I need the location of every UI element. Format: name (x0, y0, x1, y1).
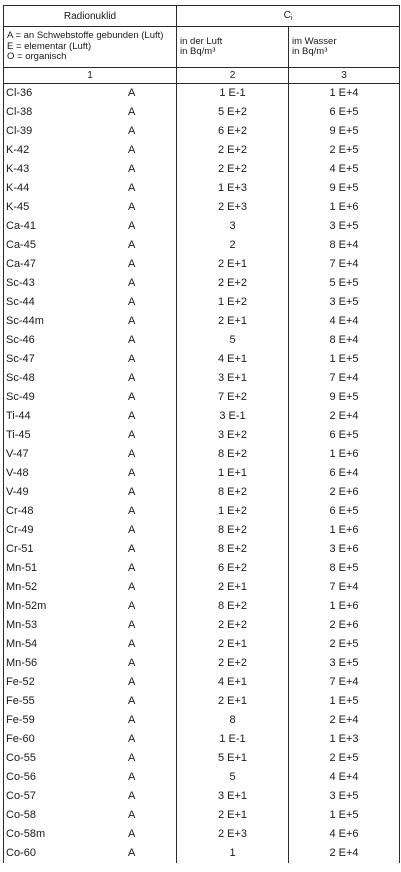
water-value: 2 E+4 (289, 844, 400, 863)
nuclide-type: A (128, 220, 136, 232)
nuclide-cell (4, 844, 177, 863)
nuclide-name: Co-56 (6, 771, 36, 783)
air-value: 8 (177, 711, 289, 730)
nuclide-name: V-49 (6, 486, 29, 498)
column-number-row (4, 68, 400, 84)
nuclide-type: A (128, 733, 136, 745)
water-value: 3 E+5 (289, 293, 400, 312)
nuclide-type: A (128, 106, 136, 118)
table-row (4, 692, 400, 711)
nuclide-cell (4, 141, 177, 160)
nuclide-cell (4, 616, 177, 635)
nuclide-type: A (128, 353, 136, 365)
water-value: 1 E+6 (289, 445, 400, 464)
nuclide-name: Mn-53 (6, 619, 38, 631)
nuclide-cell (4, 445, 177, 464)
water-value: 4 E+4 (289, 312, 400, 331)
nuclide-cell (4, 730, 177, 749)
nuclide-type: A (128, 239, 136, 251)
nuclide-name: Co-58m (6, 828, 46, 840)
nuclide-type: A (128, 790, 136, 802)
nuclide-name: Ca-47 (6, 258, 36, 270)
table-row (4, 502, 400, 521)
nuclide-name: Mn-56 (6, 657, 38, 669)
nuclide-name: Fe-55 (6, 695, 35, 707)
water-value: 7 E+4 (289, 673, 400, 692)
table-row (4, 255, 400, 274)
nuclide-name: K-43 (6, 163, 30, 175)
water-value: 5 E+5 (289, 274, 400, 293)
table-row (4, 274, 400, 293)
nuclide-type: A (128, 163, 136, 175)
water-value: 7 E+4 (289, 369, 400, 388)
air-value: 1 (177, 844, 289, 863)
water-value: 3 E+5 (289, 787, 400, 806)
air-value: 2 E+3 (177, 198, 289, 217)
header-title-row (4, 6, 400, 27)
air-value: 3 E-1 (177, 407, 289, 426)
water-value: 1 E+5 (289, 806, 400, 825)
air-value: 2 E+2 (177, 616, 289, 635)
nuclide-name: Co-58 (6, 809, 36, 821)
water-header (289, 27, 400, 68)
air-value: 2 E+2 (177, 274, 289, 293)
legend-a: A = an Schwebstoffe gebunden (Luft) (7, 30, 164, 42)
water-value: 3 E+5 (289, 654, 400, 673)
nuclide-cell (4, 521, 177, 540)
nuclide-cell (4, 825, 177, 844)
water-value: 6 E+5 (289, 426, 400, 445)
nuclide-name: Co-55 (6, 752, 36, 764)
nuclide-type: A (128, 467, 136, 479)
air-value: 1 E+1 (177, 464, 289, 483)
nuclide-name: V-48 (6, 467, 29, 479)
column-number-3: 3 (289, 68, 400, 84)
water-value: 2 E+6 (289, 483, 400, 502)
table-row (4, 160, 400, 179)
nuclide-name: Cl-36 (6, 87, 33, 100)
legend-o: O = organisch (7, 51, 67, 63)
air-value: 2 E+2 (177, 654, 289, 673)
water-value: 9 E+5 (289, 179, 400, 198)
nuclide-name: Cr-49 (6, 524, 34, 536)
table-row (4, 768, 400, 787)
table-row (4, 464, 400, 483)
nuclide-cell (4, 160, 177, 179)
table-row (4, 388, 400, 407)
table-row (4, 122, 400, 141)
air-value: 2 E+1 (177, 806, 289, 825)
nuclide-type: A (128, 524, 136, 536)
table-row (4, 217, 400, 236)
nuclide-type: A (128, 334, 136, 346)
air-value: 3 E+1 (177, 787, 289, 806)
table-row (4, 331, 400, 350)
nuclide-type: A (128, 600, 136, 612)
air-value: 5 (177, 768, 289, 787)
nuclide-type: A (128, 505, 136, 517)
nuclide-type: A (128, 752, 136, 764)
radionuklid-header: Radionuklid (4, 6, 177, 27)
nuclide-name: Sc-46 (6, 334, 35, 346)
nuclide-cell (4, 255, 177, 274)
nuclide-name: Fe-60 (6, 733, 35, 745)
table-row (4, 236, 400, 255)
air-value: 6 E+2 (177, 122, 289, 141)
nuclide-type: A (128, 771, 136, 783)
nuclide-cell (4, 768, 177, 787)
nuclide-name: K-44 (6, 182, 30, 194)
nuclide-type: A (128, 315, 136, 327)
table-row (4, 369, 400, 388)
nuclide-name: Mn-54 (6, 638, 38, 650)
nuclide-type: A (128, 619, 136, 631)
column-number-1: 1 (4, 68, 177, 84)
table-row (4, 711, 400, 730)
air-value: 8 E+2 (177, 521, 289, 540)
nuclide-type: A (128, 125, 136, 137)
air-header-line2: in Bq/m³ (180, 46, 216, 57)
water-value: 1 E+4 (289, 84, 400, 103)
water-value: 1 E+5 (289, 350, 400, 369)
nuclide-type: A (128, 429, 136, 441)
water-value: 1 E+5 (289, 692, 400, 711)
nuclide-name: Fe-59 (6, 714, 35, 726)
nuclide-type: A (128, 847, 136, 859)
nuclide-cell (4, 540, 177, 559)
nuclide-cell (4, 312, 177, 331)
water-header-line2: in Bq/m³ (292, 46, 328, 57)
nuclide-type: A (128, 828, 136, 840)
air-value: 8 E+2 (177, 540, 289, 559)
air-value: 1 E-1 (177, 84, 289, 103)
water-value: 1 E+3 (289, 730, 400, 749)
nuclide-cell (4, 122, 177, 141)
air-value: 2 E+1 (177, 578, 289, 597)
water-value: 1 E+6 (289, 521, 400, 540)
air-header (177, 27, 289, 68)
nuclide-cell (4, 654, 177, 673)
nuclide-name: Sc-43 (6, 277, 35, 289)
nuclide-type: A (128, 372, 136, 384)
air-value: 2 E+3 (177, 825, 289, 844)
nuclide-name: Ca-41 (6, 220, 36, 232)
nuclide-type: A (128, 296, 136, 308)
nuclide-cell (4, 350, 177, 369)
air-value: 5 E+2 (177, 103, 289, 122)
nuclide-cell (4, 84, 177, 103)
nuclide-type: A (128, 201, 136, 213)
air-value: 2 E+1 (177, 255, 289, 274)
water-value: 4 E+6 (289, 825, 400, 844)
nuclide-cell (4, 749, 177, 768)
table-row (4, 654, 400, 673)
air-value: 6 E+2 (177, 559, 289, 578)
table-row (4, 198, 400, 217)
table-row (4, 597, 400, 616)
nuclide-name: Cr-51 (6, 543, 34, 555)
air-value: 3 (177, 217, 289, 236)
water-value: 7 E+4 (289, 578, 400, 597)
table-row (4, 483, 400, 502)
air-value: 1 E+2 (177, 502, 289, 521)
nuclide-type: A (128, 182, 136, 194)
nuclide-name: Ti-44 (6, 410, 31, 422)
table-row (4, 730, 400, 749)
nuclide-type: A (128, 277, 136, 289)
nuclide-type: A (128, 486, 136, 498)
air-value: 1 E+3 (177, 179, 289, 198)
air-value: 3 E+2 (177, 426, 289, 445)
nuclide-cell (4, 293, 177, 312)
air-value: 8 E+2 (177, 445, 289, 464)
nuclide-cell (4, 635, 177, 654)
nuclide-type: A (128, 562, 136, 574)
nuclide-cell (4, 236, 177, 255)
table-row (4, 84, 400, 103)
nuclide-type: A (128, 144, 136, 156)
header-sub-row (4, 27, 400, 68)
air-value: 4 E+1 (177, 673, 289, 692)
nuclide-type: A (128, 695, 136, 707)
table-row (4, 179, 400, 198)
nuclide-type: A (128, 676, 136, 688)
nuclide-name: K-45 (6, 201, 30, 213)
air-value: 2 E+1 (177, 635, 289, 654)
table-row (4, 312, 400, 331)
water-value: 3 E+5 (289, 217, 400, 236)
ci-symbol: C (283, 10, 291, 21)
nuclide-cell (4, 502, 177, 521)
nuclide-cell (4, 692, 177, 711)
nuclide-cell (4, 369, 177, 388)
nuclide-cell (4, 217, 177, 236)
table-row (4, 787, 400, 806)
water-value: 7 E+4 (289, 255, 400, 274)
nuclide-type: A (128, 448, 136, 460)
air-value: 8 E+2 (177, 483, 289, 502)
column-number-2: 2 (177, 68, 289, 84)
radionuclide-table (3, 5, 400, 863)
water-value: 4 E+5 (289, 160, 400, 179)
nuclide-cell (4, 388, 177, 407)
nuclide-type: A (128, 657, 136, 669)
nuclide-type: A (128, 809, 136, 821)
table-row (4, 616, 400, 635)
table-row (4, 540, 400, 559)
table-row (4, 673, 400, 692)
air-value: 2 E+1 (177, 312, 289, 331)
nuclide-type: A (128, 714, 136, 726)
water-value: 6 E+5 (289, 502, 400, 521)
water-value: 1 E+6 (289, 198, 400, 217)
nuclide-name: Cl-38 (6, 106, 33, 118)
table-row (4, 749, 400, 768)
nuclide-name: Sc-44 (6, 296, 35, 308)
air-value: 7 E+2 (177, 388, 289, 407)
nuclide-name: Fe-52 (6, 676, 35, 688)
nuclide-name: Co-60 (6, 847, 36, 859)
nuclide-name: Mn-51 (6, 562, 38, 574)
air-value: 1 E-1 (177, 730, 289, 749)
nuclide-name: Mn-52 (6, 581, 38, 593)
nuclide-cell (4, 331, 177, 350)
water-value: 2 E+4 (289, 407, 400, 426)
table-row (4, 825, 400, 844)
table-row (4, 350, 400, 369)
nuclide-cell (4, 103, 177, 122)
type-legend (4, 27, 177, 68)
table-row (4, 103, 400, 122)
nuclide-type: A (128, 410, 136, 422)
nuclide-name: Ca-45 (6, 239, 36, 251)
water-value: 2 E+4 (289, 711, 400, 730)
nuclide-cell (4, 559, 177, 578)
nuclide-cell (4, 578, 177, 597)
nuclide-name: Sc-48 (6, 372, 35, 384)
nuclide-type: A (128, 258, 136, 270)
nuclide-cell (4, 787, 177, 806)
water-value: 8 E+4 (289, 331, 400, 350)
air-value: 3 E+1 (177, 369, 289, 388)
table-row (4, 559, 400, 578)
air-value: 8 E+2 (177, 597, 289, 616)
water-value: 9 E+5 (289, 388, 400, 407)
nuclide-type: A (128, 581, 136, 593)
table-row (4, 141, 400, 160)
nuclide-type: A (128, 391, 136, 403)
nuclide-cell (4, 464, 177, 483)
nuclide-name: Cr-48 (6, 505, 34, 517)
nuclide-cell (4, 673, 177, 692)
ci-header (177, 6, 400, 27)
water-value: 2 E+6 (289, 616, 400, 635)
table-row (4, 521, 400, 540)
table-row (4, 445, 400, 464)
nuclide-cell (4, 274, 177, 293)
nuclide-name: V-47 (6, 448, 29, 460)
table-row (4, 293, 400, 312)
nuclide-type: A (128, 543, 136, 555)
water-value: 6 E+4 (289, 464, 400, 483)
nuclide-cell (4, 198, 177, 217)
air-value: 4 E+1 (177, 350, 289, 369)
nuclide-name: Co-57 (6, 790, 36, 802)
nuclide-name: Ti-45 (6, 429, 31, 441)
nuclide-cell (4, 407, 177, 426)
nuclide-type: A (128, 638, 136, 650)
nuclide-name: K-42 (6, 144, 30, 156)
air-value: 2 E+2 (177, 141, 289, 160)
water-value: 9 E+5 (289, 122, 400, 141)
nuclide-cell (4, 426, 177, 445)
air-value: 1 E+2 (177, 293, 289, 312)
water-value: 4 E+4 (289, 768, 400, 787)
table-row (4, 806, 400, 825)
nuclide-name: Sc-44m (6, 315, 44, 327)
nuclide-name: Mn-52m (6, 600, 47, 612)
water-value: 2 E+5 (289, 749, 400, 768)
legend-e: E = elementar (Luft) (7, 40, 92, 52)
water-value: 1 E+6 (289, 597, 400, 616)
nuclide-name: Sc-49 (6, 391, 35, 403)
nuclide-cell (4, 483, 177, 502)
water-value: 8 E+5 (289, 559, 400, 578)
air-value: 5 E+1 (177, 749, 289, 768)
water-value: 3 E+6 (289, 540, 400, 559)
water-value: 2 E+5 (289, 141, 400, 160)
table-body (4, 84, 400, 863)
table-row (4, 407, 400, 426)
nuclide-cell (4, 597, 177, 616)
table-row (4, 635, 400, 654)
nuclide-type: A (128, 87, 136, 100)
water-header-line1: im Wasser (292, 35, 337, 47)
table-row (4, 426, 400, 445)
water-value: 2 E+5 (289, 635, 400, 654)
air-value: 2 (177, 236, 289, 255)
nuclide-cell (4, 179, 177, 198)
air-value: 5 (177, 331, 289, 350)
air-value: 2 E+2 (177, 160, 289, 179)
nuclide-name: Cl-39 (6, 125, 33, 137)
nuclide-cell (4, 711, 177, 730)
air-header-line1: in der Luft (180, 35, 223, 47)
water-value: 8 E+4 (289, 236, 400, 255)
table-row (4, 578, 400, 597)
ci-subscript: i (290, 15, 293, 22)
table-row (4, 844, 400, 863)
nuclide-name: Sc-47 (6, 353, 35, 365)
water-value: 6 E+5 (289, 103, 400, 122)
air-value: 2 E+1 (177, 692, 289, 711)
nuclide-cell (4, 806, 177, 825)
